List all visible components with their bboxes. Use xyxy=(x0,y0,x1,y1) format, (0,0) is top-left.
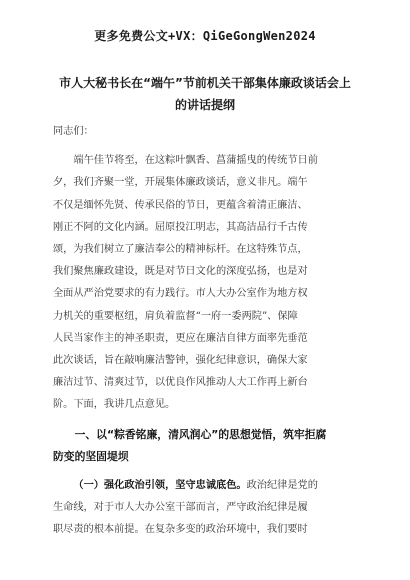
paragraph-line: 全面从严治党要求的有力践行。市人大办公室作为地方权 xyxy=(53,288,308,300)
paragraph-line: 颂，为我们树立了廉洁奉公的精神标杆。在这特殊节点， xyxy=(53,244,308,256)
paragraph-line: 人民当家作主的神圣职责，更应在廉洁自律方面率先垂范 xyxy=(53,332,308,344)
paragraph-line: 此次谈话，旨在敲响廉洁警钟，强化纪律意识，确保大家 xyxy=(53,355,308,367)
paragraph-line: 不仅是缅怀先贤、传承民俗的节日，更蕴含着清正廉洁、 xyxy=(53,199,308,211)
paragraph-line: 廉洁过节、清爽过节，以优良作风推动人大工作再上新台 xyxy=(53,377,308,389)
paragraph-line: 阶。下面，我讲几点意见。 xyxy=(53,399,176,411)
paragraph-line: 力机关的重要枢纽，肩负着监督“一府一委两院”、保障 xyxy=(53,310,298,322)
paragraph-line: 我们聚焦廉政建设，既是对节日文化的深度弘扬，也是对 xyxy=(53,266,308,278)
paragraph-line: 端午佳节将至，在这粽叶飘香、菖蒲摇曳的传统节日前 xyxy=(73,155,318,167)
section-heading: 一、以“粽香铭廉，清风润心”的思想觉悟，筑牢拒腐 xyxy=(74,427,327,441)
title-line-1: 市人大秘书长在“端午”节前机关干部集体廉政谈话会上 xyxy=(59,76,351,90)
paragraph-line: 生命线，对于市人大办公室干部而言，严守政治纪律是履 xyxy=(53,502,308,514)
document-body xyxy=(53,121,360,542)
subsection-lead-line xyxy=(53,475,360,497)
paragraph-line: 刚正不阿的文化内涵。屈原投江明志，其高洁品行千古传 xyxy=(53,221,308,233)
paragraph-line: 职尽责的根本前提。在复杂多变的政治环境中，我们要时 xyxy=(53,524,308,536)
document-title xyxy=(53,72,357,116)
subsection-lead-text: 政治纪律是党的 xyxy=(246,480,318,492)
section-heading-cont: 防变的坚固堤坝 xyxy=(53,449,129,463)
title-line-2: 的讲话提纲 xyxy=(174,98,235,112)
promo-banner: 更多免费公文+VX：QiGeGongWen2024 xyxy=(94,29,316,43)
subsection-heading: （一）强化政治引领，坚守忠诚底色。 xyxy=(73,480,247,492)
paragraph-line: 夕，我们齐聚一堂，开展集体廉政谈话，意义非凡。端午 xyxy=(53,177,308,189)
salutation: 同志们： xyxy=(53,126,94,137)
